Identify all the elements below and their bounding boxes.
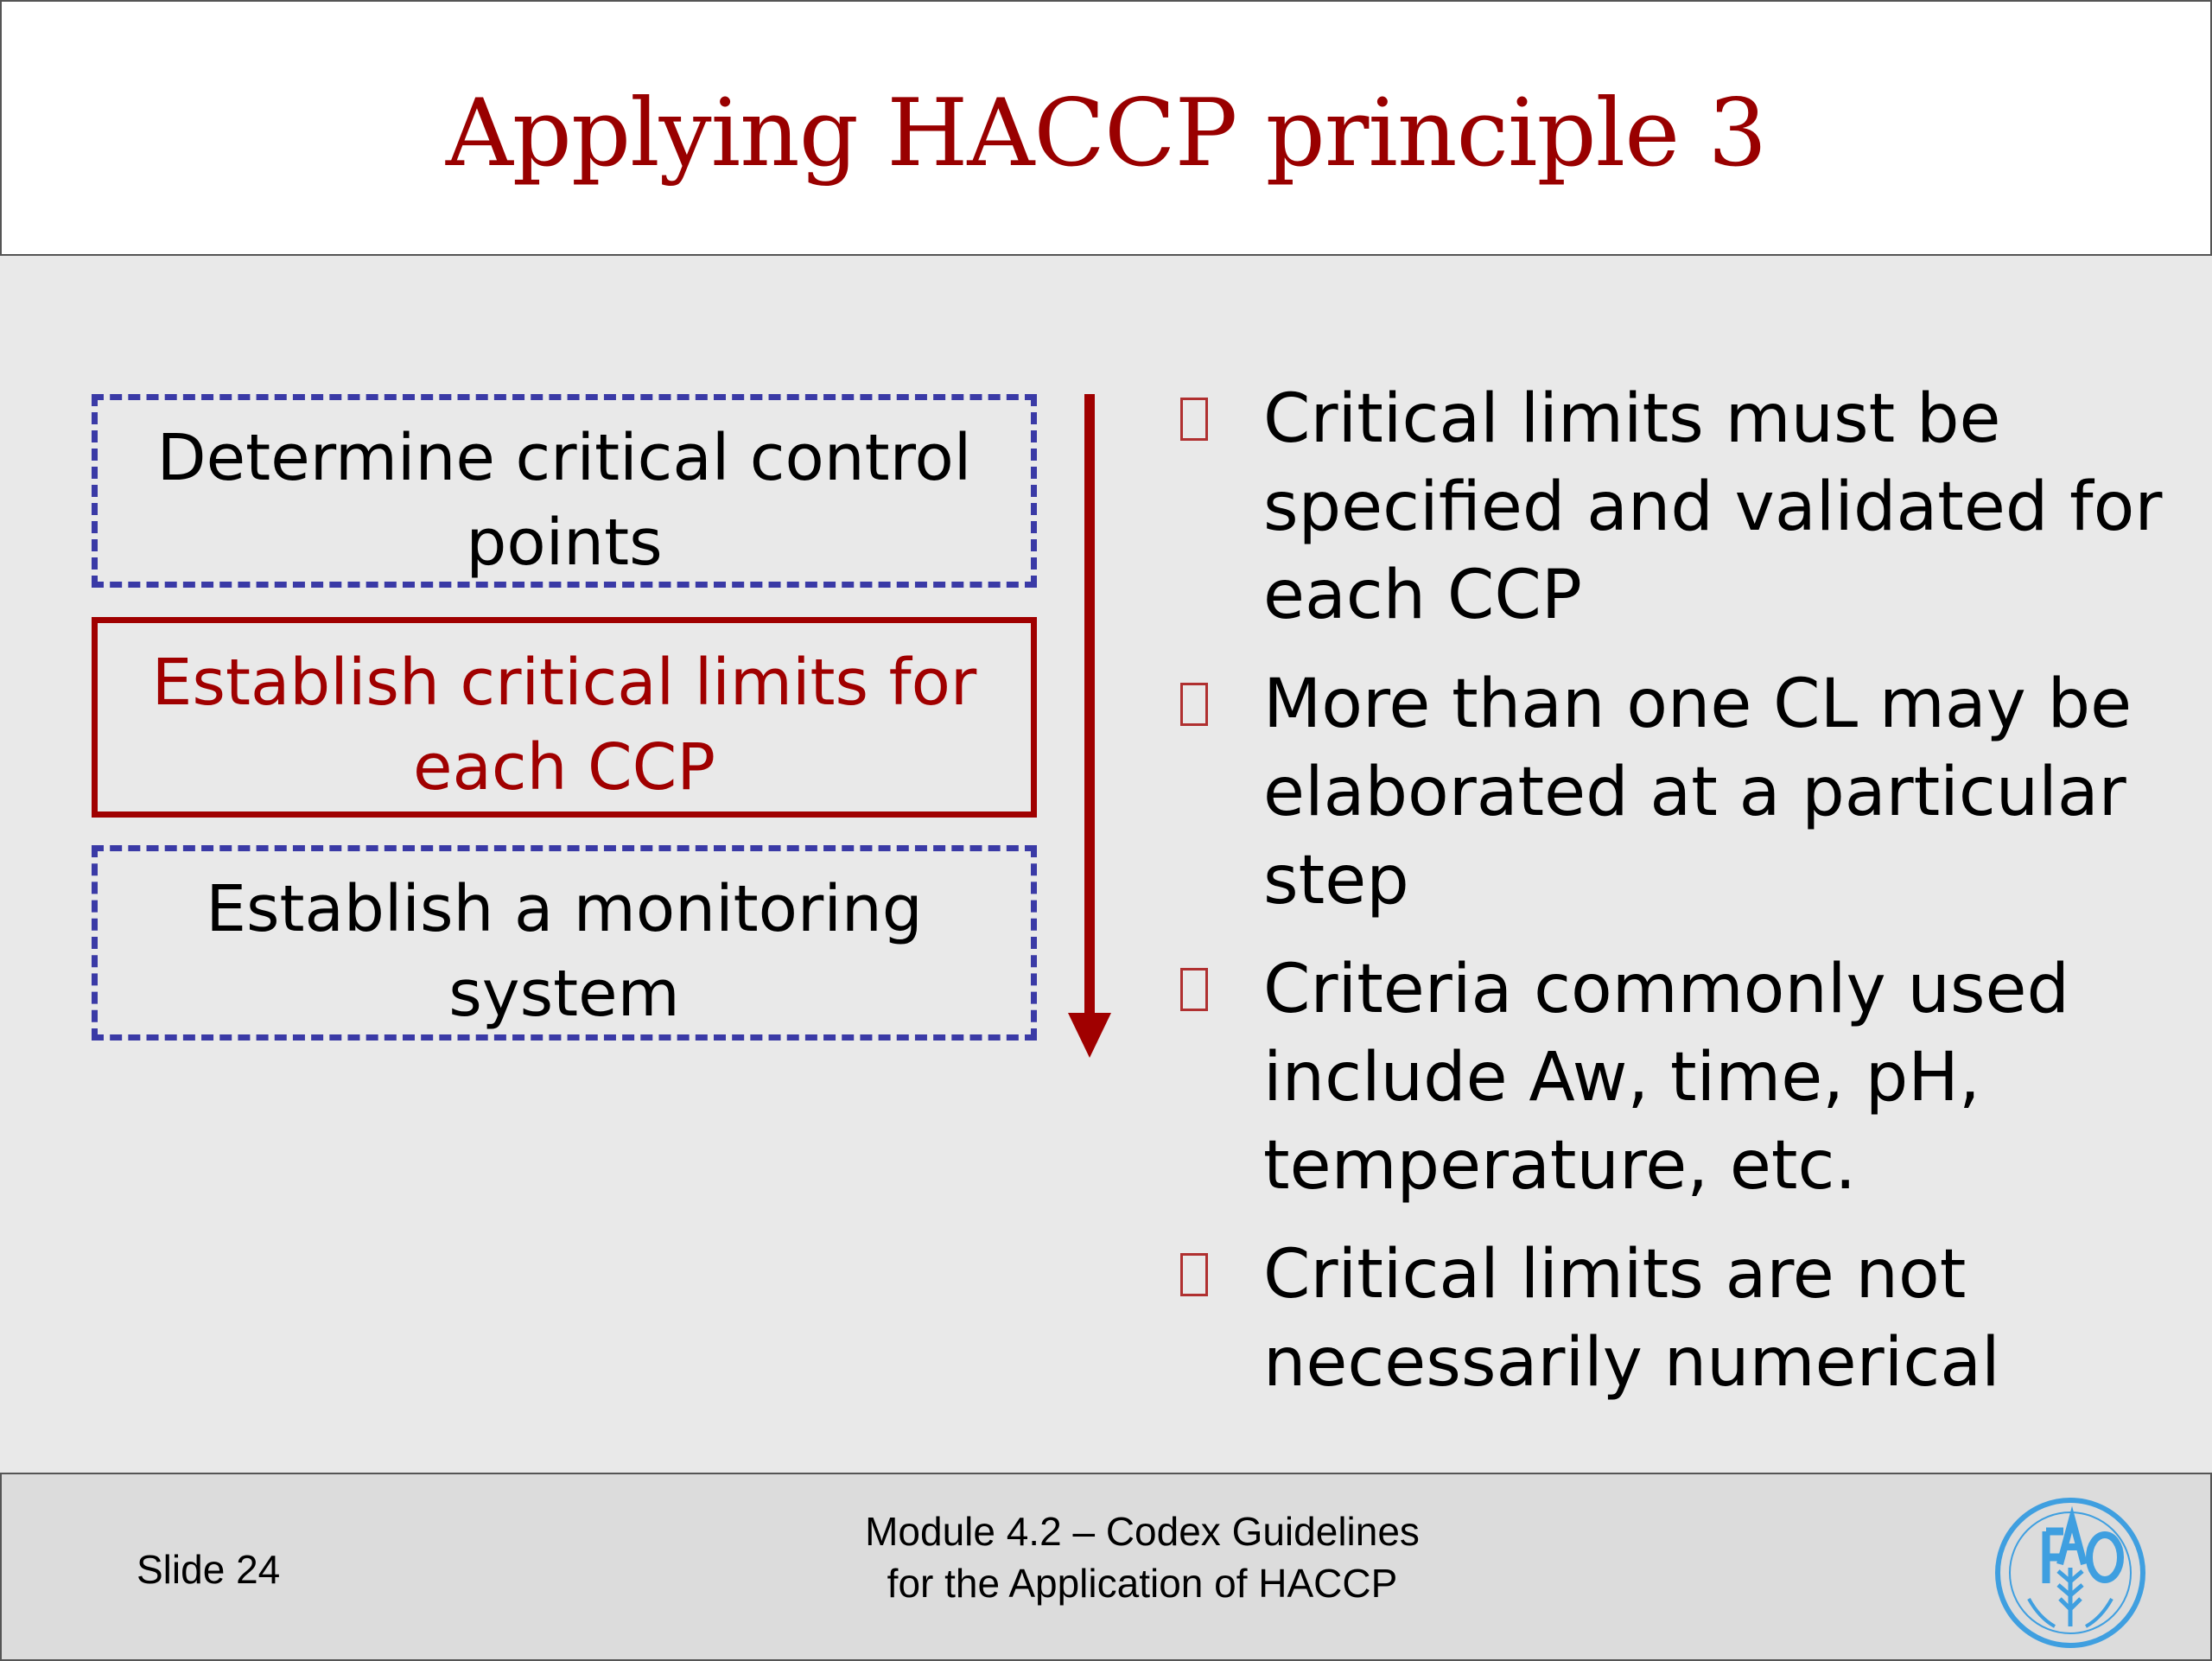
slide-number: Slide 24 — [137, 1547, 281, 1592]
module-line-1: Module 4.2 – Codex Guidelines — [865, 1509, 1420, 1554]
bullet-text: Critical limits are not necessarily numerical — [1263, 1236, 2000, 1402]
bullet-item — [1175, 945, 2177, 1210]
module-line-2: for the Application of HACCP — [887, 1561, 1398, 1606]
slide-footer — [0, 1473, 2212, 1661]
bullet-square-icon — [1180, 968, 1208, 1011]
bullet-item — [1175, 660, 2177, 925]
bullet-item — [1175, 1231, 2177, 1407]
fao-logo-icon — [1994, 1497, 2146, 1649]
down-arrow-icon — [1068, 394, 1111, 1058]
step-label: Determine critical control points — [156, 421, 972, 580]
step-label: Establish critical limits for each CCP — [151, 646, 977, 805]
step-box-establish-limits — [92, 617, 1037, 818]
bullet-square-icon — [1180, 1253, 1208, 1296]
step-box-determine-ccp — [92, 394, 1037, 588]
bullet-list — [1175, 375, 2177, 1428]
step-label: Establish a monitoring system — [206, 872, 923, 1031]
slide-title: Applying HACCP principle 3 — [445, 80, 1767, 188]
bullet-item — [1175, 375, 2177, 640]
step-box-monitoring — [92, 845, 1037, 1041]
bullet-text: Critical limits must be specified and validated for each CCP — [1263, 380, 2163, 634]
bullet-square-icon — [1180, 398, 1208, 441]
module-caption — [710, 1505, 1574, 1609]
bullet-text: More than one CL may be elaborated at a particular step — [1263, 665, 2133, 920]
bullet-square-icon — [1180, 683, 1208, 726]
bullet-text: Criteria commonly used include Aw, time, pH, temperature, etc. — [1263, 951, 2070, 1205]
slide-header — [0, 0, 2212, 256]
